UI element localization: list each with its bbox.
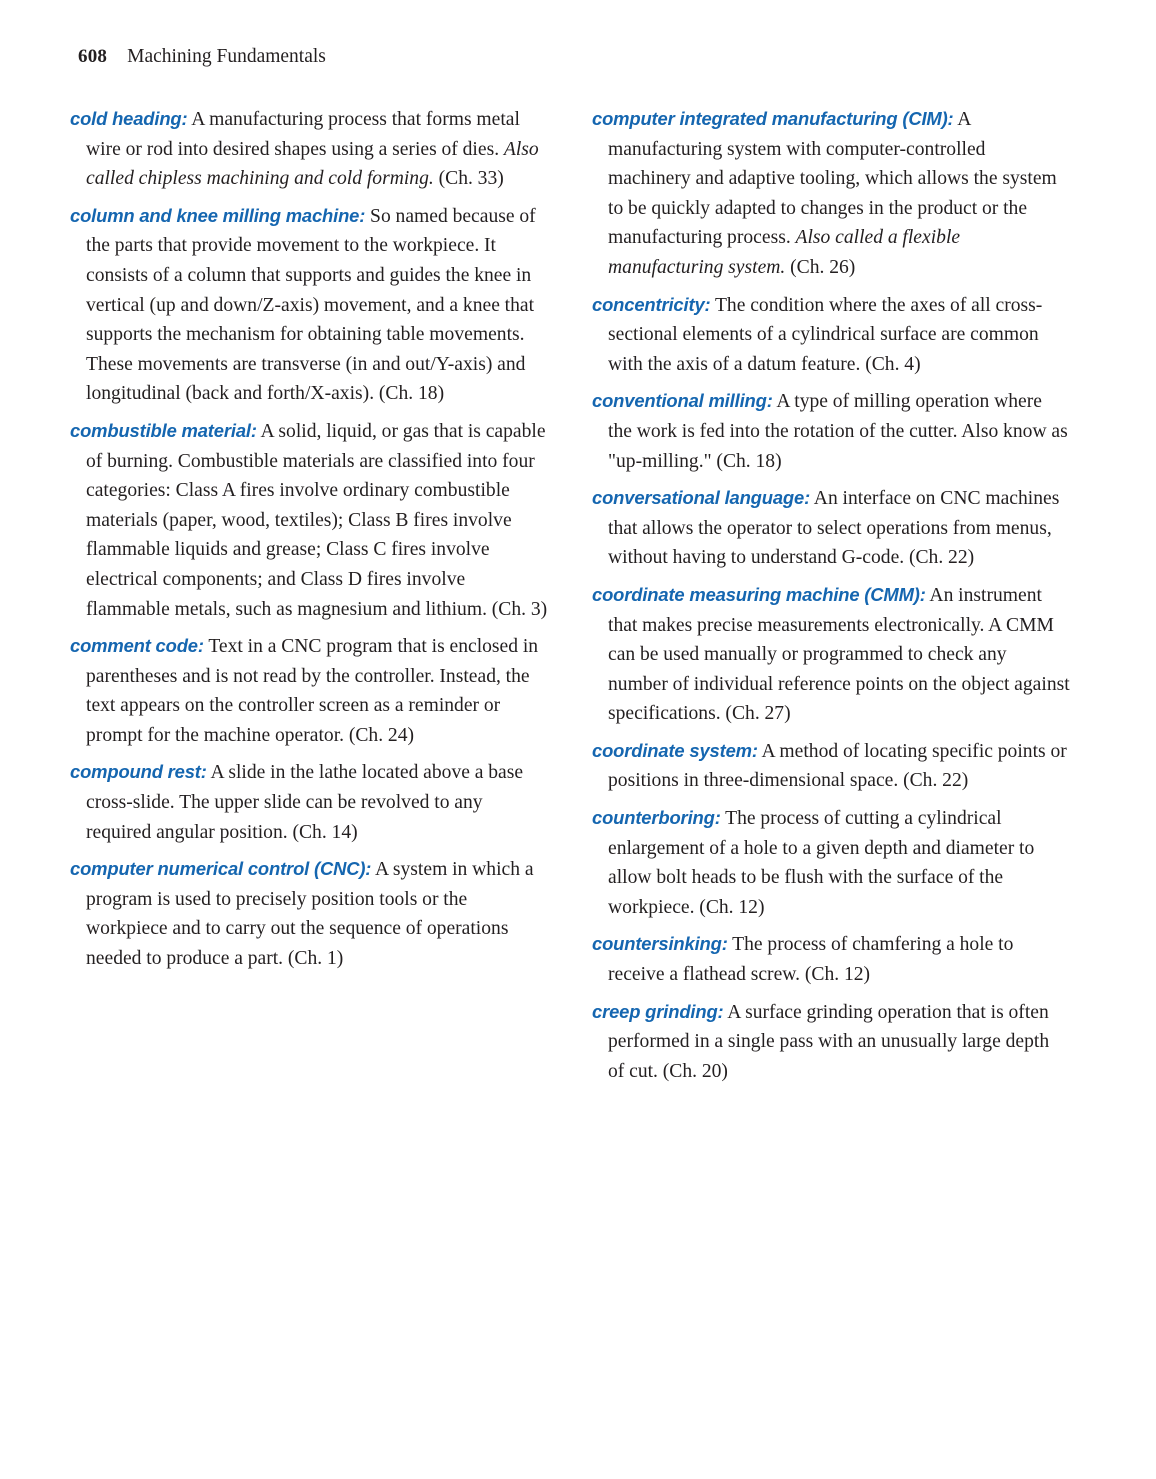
glossary-entry — [592, 929, 1070, 989]
glossary-definition: A solid, liquid, or gas that is capable of burning. Combustible materials are classified into four categories: Class A fires involve ordinary combustible materials (paper, wood, textiles); Class B fires involve flammable liquids and grease; Class C fires involve electrical components; and Class D fires involve flammable metals, such as magnesium and lithium. (Ch. 3) — [86, 420, 548, 620]
glossary-column-left — [70, 104, 548, 1093]
glossary-term: cold heading: — [70, 108, 188, 129]
glossary-term: counterboring: — [592, 807, 721, 829]
glossary-definition: A manufacturing process that forms metal wire or rod into desired shapes using a series of dies. — [86, 109, 520, 160]
glossary-alt-name: Also called chipless machining and cold forming. — [86, 138, 539, 190]
glossary-term: coordinate measuring machine (CMM): — [592, 583, 926, 605]
glossary-entry — [70, 757, 548, 847]
glossary-definition: A type of milling operation where the work is fed into the rotation of the cutter. Also know as "up-milling." (Ch. 18) — [608, 391, 1068, 472]
page-number: 608 — [78, 46, 108, 67]
glossary-definition: Text in a CNC program that is enclosed in parentheses and is not read by the controller. Instead, the text appears on the controller screen as a reminder or prompt for the machine operator. (Ch. 24) — [86, 636, 539, 746]
glossary-columns — [70, 104, 1070, 1093]
glossary-entry — [592, 386, 1070, 476]
glossary-column-right — [592, 104, 1070, 1093]
glossary-entry — [592, 736, 1070, 796]
glossary-term: conventional milling: — [592, 390, 773, 412]
running-head — [78, 46, 326, 68]
glossary-entry — [592, 997, 1070, 1087]
glossary-chapter-ref: (Ch. 33) — [433, 168, 504, 190]
glossary-entry — [70, 416, 548, 624]
glossary-entry — [70, 201, 548, 409]
glossary-term: column and knee milling machine: — [70, 204, 366, 226]
book-title: Machining Fundamentals — [127, 46, 326, 67]
glossary-term: comment code: — [70, 635, 204, 657]
glossary-term: combustible material: — [70, 419, 257, 441]
glossary-term: conversational language: — [592, 487, 811, 509]
glossary-term: countersinking: — [592, 933, 728, 955]
glossary-entry — [592, 104, 1070, 283]
glossary-term: coordinate system: — [592, 739, 758, 761]
glossary-definition: A method of locating specific points or positions in three-dimensional space. (Ch. 22) — [608, 740, 1067, 792]
glossary-definition: The process of cutting a cylindrical enlargement of a hole to a given depth and diameter to allow bolt heads to be flush with the surface of the workpiece. (Ch. 12) — [608, 808, 1035, 918]
glossary-definition: A manufacturing system with computer-controlled machinery and adaptive tooling, which allows the system to be quickly adapted to changes in the product or the manufacturing process. — [608, 109, 1057, 249]
glossary-entry — [592, 803, 1070, 922]
glossary-definition: An interface on CNC machines that allows the operator to select operations from menus, without having to understand G-code. (Ch. 22) — [608, 488, 1060, 569]
glossary-term: computer numerical control (CNC): — [70, 858, 372, 880]
glossary-definition: A system in which a program is used to precisely position tools or the workpiece and to carry out the sequence of operations needed to produce a part. (Ch. 1) — [86, 859, 534, 970]
glossary-definition: So named because of the parts that provide movement to the workpiece. It consists of a column that supports and guides the knee in vertical (up and down/Z-axis) movement, and a knee that supports the mechanism for obtaining table movements. These movements are transverse (in and out/Y-axis) and longitudinal (back and forth/X-axis). (Ch. 18) — [86, 205, 536, 405]
glossary-definition: A slide in the lathe located above a base cross-slide. The upper slide can be revolved to any required angular position. (Ch. 14) — [86, 762, 524, 843]
glossary-definition: The condition where the axes of all cross-sectional elements of a cylindrical surface are common with the axis of a datum feature. (Ch. 4) — [608, 294, 1043, 375]
glossary-entry — [70, 631, 548, 750]
glossary-alt-name: Also called a flexible manufacturing system. — [608, 227, 961, 278]
glossary-term: computer integrated manufacturing (CIM): — [592, 108, 954, 129]
glossary-definition: An instrument that makes precise measurements electronically. A CMM can be used manually or programmed to check any number of individual reference points on the object against specifications. (Ch. 27) — [608, 584, 1070, 725]
glossary-entry — [592, 580, 1070, 729]
glossary-term: creep grinding: — [592, 1000, 724, 1022]
glossary-entry — [592, 290, 1070, 380]
glossary-definition: The process of chamfering a hole to receive a flathead screw. (Ch. 12) — [608, 934, 1014, 986]
glossary-chapter-ref: (Ch. 26) — [785, 256, 856, 278]
glossary-term: compound rest: — [70, 761, 207, 783]
glossary-entry — [70, 854, 548, 973]
glossary-entry — [592, 483, 1070, 573]
glossary-entry — [70, 104, 548, 194]
glossary-term: concentricity: — [592, 293, 711, 315]
glossary-definition: A surface grinding operation that is often performed in a single pass with an unusually large depth of cut. (Ch. 20) — [608, 1001, 1050, 1082]
